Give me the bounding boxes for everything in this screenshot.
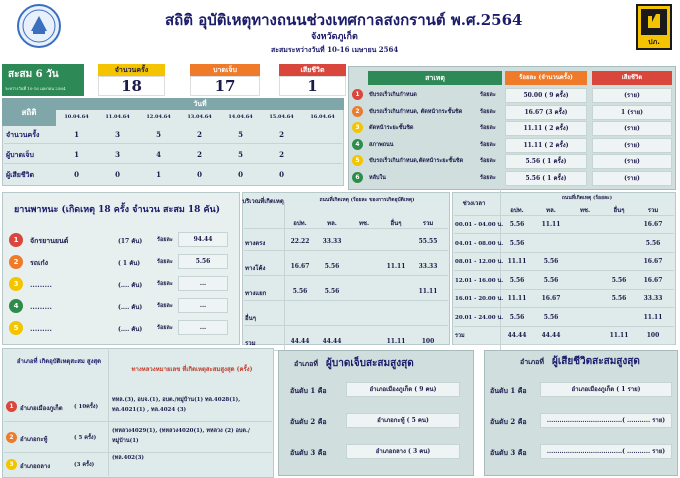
timeslot-header-divider bbox=[454, 215, 674, 216]
vehicle-unit: ร้อยละ bbox=[157, 325, 173, 331]
rank-badge-icon: 1 bbox=[352, 89, 363, 100]
timeslot-col-header: รวม bbox=[647, 207, 659, 214]
daily-date-header: 12.04.64 bbox=[146, 114, 171, 120]
daily-cell: 0 bbox=[115, 170, 120, 179]
location-row-divider bbox=[244, 300, 448, 301]
vehicle-label: จักรยานยนต์ bbox=[30, 236, 69, 245]
cause-unit: ร้อยละ bbox=[480, 108, 496, 115]
summary-deaths-label: เสียชีวิต bbox=[279, 64, 346, 76]
cause-label: หลับใน bbox=[369, 174, 386, 181]
district-accidents-h1: อำเภอที่ เกิดอุบัติเหตุสะสม สูงสุด bbox=[16, 358, 102, 365]
district-accident-detail: (ทหลวง4029(1), (ทหลวง4020(1), ทหลวง (2) อบต./หมู่บ้าน(1) bbox=[112, 428, 250, 444]
svg-text:ปภ.: ปภ. bbox=[648, 38, 660, 46]
daily-row-label: ผู้บาดเจ็บ bbox=[6, 150, 34, 159]
location-col-header: รวม bbox=[422, 220, 434, 227]
daily-date-header: 10.04.64 bbox=[64, 114, 89, 120]
location-row-label: ทางแยก bbox=[245, 290, 267, 297]
location-cell: 100 bbox=[421, 338, 435, 345]
timeslot-row-divider bbox=[454, 270, 674, 271]
cause-label: ขับรถเร็วเกินกำหนด, ตัดหน้ากระชั้นชิด bbox=[369, 108, 463, 115]
location-cell: 44.44 bbox=[322, 338, 342, 345]
daily-date-header: 14.04.64 bbox=[228, 114, 253, 120]
vehicle-count: (.... คัน) bbox=[118, 326, 143, 333]
daily-date-header: 11.04.64 bbox=[105, 114, 130, 120]
timeslot-cell: 5.56 bbox=[611, 276, 627, 284]
timeslot-cell: 11.11 bbox=[507, 258, 527, 265]
rank-badge-icon: 2 bbox=[9, 255, 23, 269]
district-accidents-h2: ทางหลวงหมายเลข ที่เกิดเหตุสะสมสูงสุด (ครั้ง) bbox=[131, 366, 253, 373]
timeslot-cell: 16.67 bbox=[643, 258, 663, 265]
rank-label: อันดับ 2 คือ bbox=[290, 417, 327, 426]
daily-row-header: สถิติ bbox=[2, 98, 56, 126]
cause-label: ขับรถเร็วเกินกำหนด,ตัดหน้าระยะชั้นชิด bbox=[369, 158, 464, 164]
location-group: ถนนที่เกิดเหตุ (ร้อยละ ของการเกิดอุบัติเหตุ) bbox=[319, 197, 415, 203]
location-row-label: ทางตรง bbox=[245, 240, 266, 247]
timeslot-group: ถนนที่เกิดเหตุ (ร้อยละ) bbox=[561, 195, 613, 201]
location-row-label: ทางโค้ง bbox=[245, 265, 266, 272]
cause-label: ขับรถเร็วเกินกำหนด bbox=[369, 92, 417, 98]
cause-pct: 11.11 ( 2 ครั้ง) bbox=[505, 138, 587, 153]
timeslot-cell: 11.11 bbox=[643, 313, 663, 321]
daily-cell: 2 bbox=[279, 150, 284, 159]
timeslot-row-label: รวม bbox=[455, 333, 465, 339]
cause-death: 1 (ราย) bbox=[592, 105, 672, 120]
vehicle-pct: ... bbox=[178, 298, 228, 313]
province-name: จังหวัดภูเก็ต bbox=[311, 32, 358, 42]
vehicle-pct: 5.56 bbox=[178, 254, 228, 269]
summary-days: สะสม 6 วัน bbox=[8, 69, 59, 80]
district-accident-detail: (ทล.402(3) bbox=[112, 455, 145, 461]
timeslot-row-divider bbox=[454, 233, 674, 234]
ptt-logo bbox=[636, 4, 672, 50]
cause-death: (ราย) bbox=[592, 154, 672, 169]
cause-unit: ร้อยละ bbox=[480, 125, 496, 131]
cause-unit: ร้อยละ bbox=[480, 141, 496, 148]
rank-value: อำเภอเมืองภูเก็ต ( 1 ราย) bbox=[540, 382, 672, 397]
timeslot-cell: 5.56 bbox=[509, 276, 525, 284]
timeslot-cell: 5.56 bbox=[543, 276, 559, 284]
rank-value: อำเภอถลาง ( 3 คน) bbox=[346, 444, 460, 459]
location-cell: 5.56 bbox=[324, 288, 340, 295]
summary-injured-box bbox=[190, 64, 260, 96]
rank-value: อำเภอเมืองภูเก็ต ( 9 คน) bbox=[346, 382, 460, 397]
location-cell: 16.67 bbox=[290, 263, 310, 270]
location-title: บริเวณที่เกิดเหตุ bbox=[242, 198, 284, 205]
vehicle-label: ......... bbox=[30, 280, 52, 289]
rank-badge-icon: 5 bbox=[9, 321, 23, 335]
summary-deaths-box bbox=[279, 64, 346, 96]
district-injured-title: ผู้บาดเจ็บสะสมสูงสุด bbox=[326, 358, 414, 369]
timeslot-row-divider bbox=[454, 289, 674, 290]
location-cell: 11.11 bbox=[386, 338, 406, 345]
district-deaths-title-pre: อำเภอที่ bbox=[520, 357, 544, 366]
vehicle-unit: ร้อยละ bbox=[157, 281, 173, 287]
summary-days-box bbox=[2, 64, 84, 96]
cause-unit: ร้อยละ bbox=[480, 174, 496, 181]
timeslot-col-header: อปท. bbox=[510, 207, 524, 214]
timeslot-cell: 5.56 bbox=[509, 313, 525, 321]
daily-cell: 3 bbox=[115, 130, 120, 139]
cause-pct: 16.67 (3 ครั้ง) bbox=[505, 105, 587, 120]
timeslot-row-divider bbox=[454, 252, 674, 253]
vehicle-pct: ... bbox=[178, 276, 228, 291]
daily-cell: 4 bbox=[156, 150, 161, 159]
cause-death: (ราย) bbox=[592, 138, 672, 153]
cause-pct: 11.11 ( 2 ครั้ง) bbox=[505, 121, 587, 136]
timeslot-row-label: 20.01 - 24.00 น. bbox=[455, 314, 504, 321]
vehicles-title: ยานพาหนะ (เกิดเหตุ 18 ครั้ง จำนวน สะสม 18 คัน) bbox=[14, 205, 220, 215]
daily-date-header: 13.04.64 bbox=[187, 114, 212, 120]
location-cell: 33.33 bbox=[322, 238, 342, 245]
timeslot-cell: 11.11 bbox=[541, 221, 561, 228]
rank-label: อันดับ 1 คือ bbox=[490, 386, 527, 395]
vehicle-unit: ร้อยละ bbox=[157, 303, 173, 309]
daily-cell: 5 bbox=[238, 130, 243, 139]
timeslot-cell: 5.56 bbox=[611, 295, 627, 302]
rank-label: อันดับ 1 คือ bbox=[290, 386, 327, 395]
location-cell: 22.22 bbox=[290, 238, 310, 245]
timeslot-title: ช่วงเวลา bbox=[462, 200, 486, 207]
summary-accidents-label: จำนวนครั้ง bbox=[98, 64, 165, 76]
district-accident-divider bbox=[4, 421, 272, 422]
rank-badge-icon: 3 bbox=[352, 122, 363, 133]
rank-badge-icon: 4 bbox=[352, 139, 363, 150]
rank-badge-icon: 6 bbox=[352, 172, 363, 183]
cause-death: (ราย) bbox=[592, 121, 672, 136]
page-title: สถิติ อุบัติเหตุทางถนนช่วงเทศกาลสงกรานต์ พ.ศ.2564 bbox=[165, 11, 523, 29]
period-text: สะสมระหว่างวันที่ 10-16 เมษายน 2564 bbox=[271, 45, 399, 54]
timeslot-row-label: 00.01 - 04.00 น. bbox=[455, 222, 504, 228]
cause-death: (ราย) bbox=[592, 88, 672, 103]
location-row-label: อื่นๆ bbox=[245, 315, 256, 322]
daily-cell: 0 bbox=[279, 170, 284, 179]
daily-row-divider bbox=[4, 143, 342, 144]
daily-cell: 1 bbox=[74, 130, 79, 139]
location-cell: 5.56 bbox=[324, 263, 340, 270]
cause-label: ตัดหน้าระยะชั้นชิด bbox=[369, 125, 414, 131]
timeslot-col-header: อื่นๆ bbox=[613, 207, 625, 214]
location-col-header: อื่นๆ bbox=[390, 220, 402, 227]
rank-badge-icon: 3 bbox=[9, 277, 23, 291]
vehicle-label: ......... bbox=[30, 324, 52, 333]
summary-asof: ระหว่างวันที่ 10-16 เมษายน 2564 bbox=[5, 86, 66, 91]
daily-row-label: จำนวนครั้ง bbox=[6, 130, 40, 139]
daily-date-header: 16.04.64 bbox=[310, 114, 335, 120]
timeslot-cell: 11.11 bbox=[507, 295, 527, 302]
rank-badge-icon: 2 bbox=[352, 106, 363, 117]
district-accident-label: อำเภอเมืองภูเก็ต bbox=[20, 405, 63, 412]
location-row-divider bbox=[244, 275, 448, 276]
location-col-header: อปท. bbox=[293, 220, 307, 227]
timeslot-row-divider bbox=[454, 326, 674, 327]
timeslot-cell: 33.33 bbox=[643, 295, 663, 302]
timeslot-cell: 5.56 bbox=[543, 313, 559, 321]
timeslot-row-label: 04.01 - 08.00 น. bbox=[455, 240, 504, 247]
district-deaths-title: ผู้เสียชีวิตสะสมสูงสุด bbox=[552, 356, 640, 367]
summary-injured-value: 17 bbox=[190, 76, 260, 96]
daily-cell: 5 bbox=[156, 130, 161, 139]
vehicle-label: ......... bbox=[30, 302, 52, 311]
vehicle-pct: ... bbox=[178, 320, 228, 335]
rank-badge-icon: 1 bbox=[6, 401, 17, 412]
timeslot-cell: 44.44 bbox=[541, 332, 561, 339]
cause-label: สภาพถนน bbox=[369, 141, 394, 148]
daily-cell: 2 bbox=[197, 150, 202, 159]
location-col-header: ทช. bbox=[358, 220, 370, 227]
vehicle-label: รถเก๋ง bbox=[30, 258, 49, 267]
daily-group-header: วันที่ bbox=[56, 98, 344, 110]
location-cell: 33.33 bbox=[418, 263, 438, 270]
rank-badge-icon: 3 bbox=[6, 459, 17, 470]
location-row-label: รวม bbox=[245, 340, 256, 347]
location-col-header: ทล. bbox=[327, 220, 337, 227]
daily-cell: 5 bbox=[238, 150, 243, 159]
vehicle-count: ( 1 คัน) bbox=[118, 260, 141, 267]
timeslot-col-header: ทช. bbox=[579, 207, 591, 214]
district-accident-count: ( 5 ครั้ง) bbox=[74, 435, 97, 441]
timeslot-row-label: 08.01 - 12.00 น. bbox=[455, 259, 504, 265]
timeslot-cell: 16.67 bbox=[643, 276, 663, 284]
daily-cell: 2 bbox=[279, 130, 284, 139]
location-row-divider bbox=[244, 250, 448, 251]
timeslot-row-label: 16.01 - 20.00 น. bbox=[455, 296, 504, 302]
timeslot-cell: 16.67 bbox=[541, 295, 561, 302]
timeslot-cell: 5.56 bbox=[509, 239, 525, 247]
causes-header-death: เสียชีวิต bbox=[592, 71, 672, 85]
daily-cell: 1 bbox=[156, 170, 161, 179]
location-cell: 11.11 bbox=[418, 288, 438, 295]
daily-cell: 0 bbox=[74, 170, 79, 179]
rank-badge-icon: 5 bbox=[352, 155, 363, 166]
timeslot-cell: 5.56 bbox=[509, 221, 525, 228]
daily-cell: 3 bbox=[115, 150, 120, 159]
vehicle-unit: ร้อยละ bbox=[157, 237, 173, 243]
vehicle-count: (.... คัน) bbox=[118, 304, 143, 311]
rank-badge-icon: 4 bbox=[9, 299, 23, 313]
rank-value: อำเภอกะทู้ ( 5 คน) bbox=[346, 413, 460, 428]
rank-badge-icon: 2 bbox=[6, 432, 17, 443]
district-accident-label: อำเภอกะทู้ bbox=[20, 436, 48, 443]
summary-injured-label: บาดเจ็บ bbox=[190, 64, 260, 76]
cause-pct: 5.56 ( 1 ครั้ง) bbox=[505, 154, 587, 169]
causes-header-pct: ร้อยละ (จำนวนครั้ง) bbox=[505, 71, 587, 85]
timeslot-cell: 100 bbox=[646, 332, 660, 339]
daily-row-label: ผู้เสียชีวิต bbox=[6, 170, 35, 179]
location-cell: 55.55 bbox=[418, 238, 438, 245]
district-accident-detail: ทหล.(3), อบจ.(1), อบต./หมู่บ้าน(1) ทล.4028(1), ทล.4021(1) , ทล.4024 (3) bbox=[112, 397, 241, 413]
daily-date-header: 15.04.64 bbox=[269, 114, 294, 120]
location-cell: 11.11 bbox=[386, 263, 406, 270]
timeslot-cell: 16.67 bbox=[643, 221, 663, 228]
daily-cell: 1 bbox=[74, 150, 79, 159]
district-injured-title-pre: อำเภอที่ bbox=[294, 359, 318, 368]
location-cell: 5.56 bbox=[292, 288, 308, 295]
daily-cell: 0 bbox=[238, 170, 243, 179]
rank-value: ....................................( ........... ราย) bbox=[540, 413, 672, 428]
cause-death: (ราย) bbox=[592, 171, 672, 186]
summary-deaths-value: 1 bbox=[279, 76, 346, 96]
rank-value: ....................................( ........... ราย) bbox=[540, 444, 672, 459]
daily-row-divider bbox=[4, 163, 342, 164]
daily-cell: 2 bbox=[197, 130, 202, 139]
cause-unit: ร้อยละ bbox=[480, 158, 496, 164]
causes-header-cause: สาเหตุ bbox=[368, 71, 502, 85]
province-seal bbox=[17, 4, 61, 48]
timeslot-cell: 11.11 bbox=[609, 332, 629, 339]
rank-badge-icon: 1 bbox=[9, 233, 23, 247]
timeslot-cell: 44.44 bbox=[507, 332, 527, 339]
summary-accidents-value: 18 bbox=[98, 76, 165, 96]
daily-cell: 0 bbox=[197, 170, 202, 179]
timeslot-col-header: ทล. bbox=[546, 207, 556, 214]
district-accidents-divider bbox=[108, 350, 109, 476]
timeslot-cell: 5.56 bbox=[543, 258, 559, 265]
rank-label: อันดับ 2 คือ bbox=[490, 417, 527, 426]
district-accident-count: ( 10ครั้ง) bbox=[74, 404, 99, 410]
vehicle-count: (17 คัน) bbox=[118, 238, 143, 245]
summary-accidents-box bbox=[98, 64, 165, 96]
cause-unit: ร้อยละ bbox=[480, 92, 496, 98]
timeslot-cell: 5.56 bbox=[645, 239, 661, 247]
rank-label: อันดับ 3 คือ bbox=[490, 448, 527, 457]
location-header-divider bbox=[244, 228, 448, 229]
cause-pct: 5.56 ( 1 ครั้ง) bbox=[505, 171, 587, 186]
location-row-divider bbox=[244, 325, 448, 326]
district-accident-count: (3 ครั้ง) bbox=[74, 462, 95, 468]
timeslot-row-divider bbox=[454, 307, 674, 308]
vehicle-pct: 94.44 bbox=[178, 232, 228, 247]
timeslot-row-divider bbox=[454, 344, 674, 345]
timeslot-row-label: 12.01 - 16.00 น. bbox=[455, 277, 504, 284]
vehicle-unit: ร้อยละ bbox=[157, 259, 173, 265]
cause-pct: 50.00 ( 9 ครั้ง) bbox=[505, 88, 587, 103]
location-cell: 44.44 bbox=[290, 338, 310, 345]
rank-label: อันดับ 3 คือ bbox=[290, 448, 327, 457]
district-accident-label: อำเภอถลาง bbox=[20, 463, 51, 470]
vehicle-count: (.... คัน) bbox=[118, 282, 143, 289]
